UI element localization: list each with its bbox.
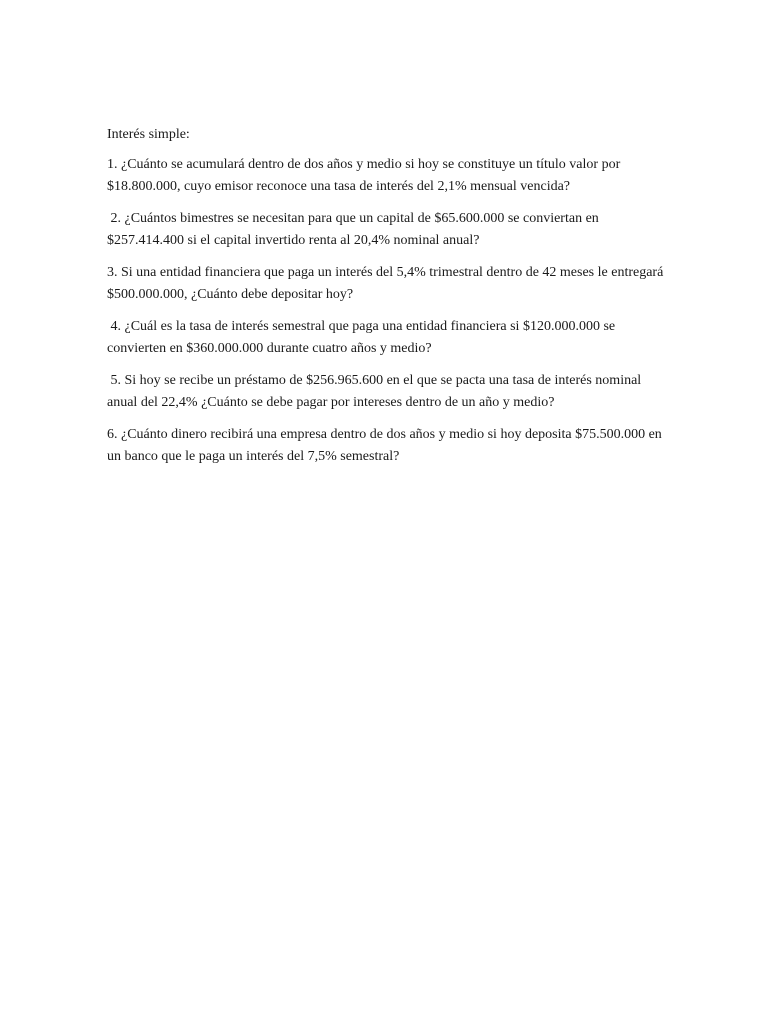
document-page xyxy=(107,124,667,478)
exercise-2: 2. ¿Cuántos bimestres se necesitan para que un capital de $65.600.000 se conviertan en $257.414.400 si el capital invertido renta al 20,4% nominal anual? xyxy=(107,211,603,248)
document-heading: Interés simple: xyxy=(107,127,190,142)
exercise-5: 5. Si hoy se recibe un préstamo de $256.965.600 en el que se pacta una tasa de interés nominal anual del 22,4% ¿Cuánto se debe pagar por intereses dentro de un año y medio? xyxy=(107,373,645,410)
exercise-1: 1. ¿Cuánto se acumulará dentro de dos años y medio si hoy se constituye un título valor por $18.800.000, cuyo emisor reconoce una tasa de interés del 2,1% mensual vencida? xyxy=(107,157,624,194)
exercise-6: 6. ¿Cuánto dinero recibirá una empresa dentro de dos años y medio si hoy deposita $75.500.000 en un banco que le paga un interés del 7,5% semestral? xyxy=(107,427,666,464)
exercise-3: 3. Si una entidad financiera que paga un interés del 5,4% trimestral dentro de 42 meses le entregará $500.000.000, ¿Cuánto debe depositar hoy? xyxy=(107,265,667,302)
exercise-4: 4. ¿Cuál es la tasa de interés semestral que paga una entidad financiera si $120.000.000 se convierten en $360.000.000 durante cuatro años y medio? xyxy=(107,319,619,356)
